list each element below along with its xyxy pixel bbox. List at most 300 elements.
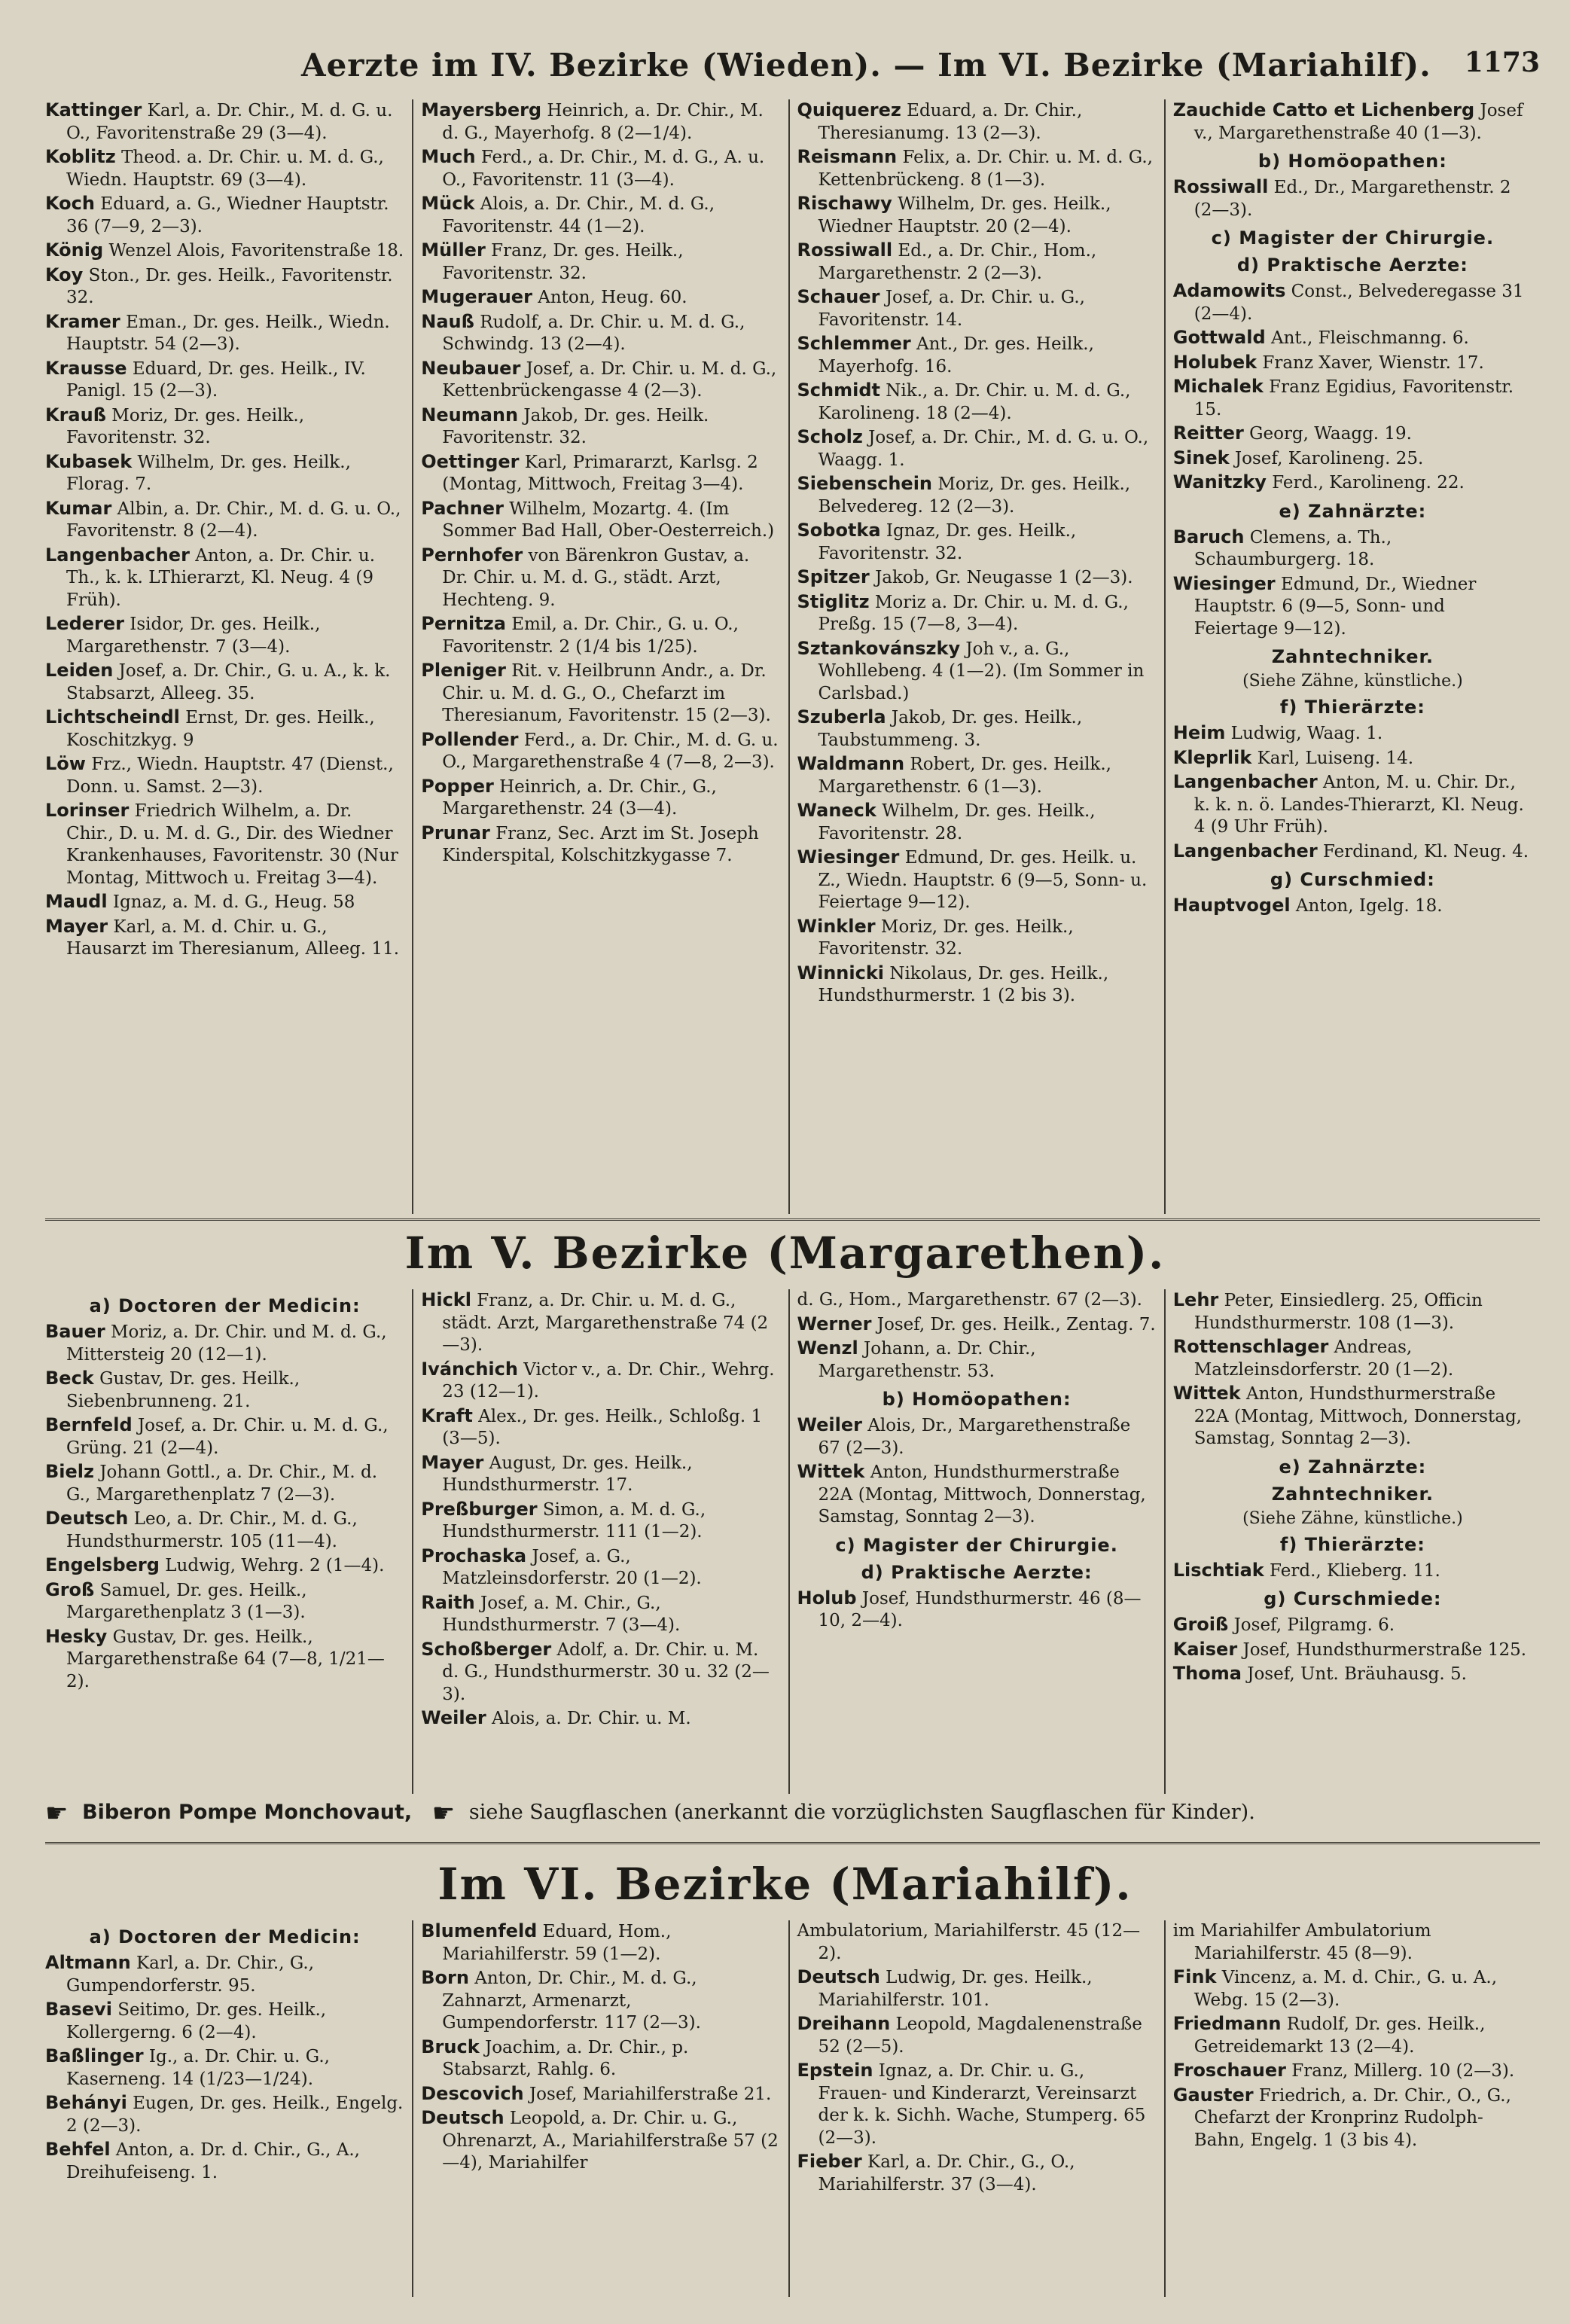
directory-entry bbox=[421, 2036, 780, 2082]
entry-details: Andreas, Matzleinsdorferstr. 20 (1—2). bbox=[1194, 1337, 1454, 1380]
pointing-hand-icon: ☛ bbox=[45, 1798, 69, 1828]
entry-name: Popper bbox=[421, 775, 494, 797]
directory-entry bbox=[421, 146, 780, 191]
directory-entry bbox=[421, 1639, 780, 1706]
directory-entry bbox=[1173, 99, 1532, 145]
directory-entry bbox=[1173, 471, 1532, 495]
entry-details: Georg, Waagg. 19. bbox=[1249, 424, 1412, 444]
entry-name: Lischtiak bbox=[1172, 1559, 1264, 1581]
entry-details: Ferd., Klieberg. 11. bbox=[1270, 1560, 1440, 1581]
entry-details: Moriz, Dr. ges. Heilk., Favoritenstr. 32. bbox=[818, 916, 1074, 959]
entry-details: Karl, a. Dr. Chir., G., Gumpendorferstr. 95. bbox=[66, 1953, 315, 1996]
entry-details: Johann Gottl., a. Dr. Chir., M. d. G., Margarethenplatz 7 (2—3). bbox=[66, 1462, 378, 1505]
directory-entry bbox=[421, 1405, 780, 1450]
district-v-column bbox=[1164, 1289, 1540, 1794]
entry-details: Johann, a. Dr. Chir., Margarethenstr. 53. bbox=[818, 1339, 1036, 1381]
directory-entry bbox=[797, 916, 1157, 961]
entry-name: Behfel bbox=[45, 2139, 111, 2160]
entry-details: Josef, a. M. Chir., G., Hundsthurmerstr. 7 (3—4). bbox=[442, 1593, 681, 1635]
entry-details: Karl, a. Dr. Chir., M. d. G. u. O., Favoritenstraße 29 (3—4). bbox=[66, 101, 393, 143]
entry-details: Anton, Hundsthurmerstraße 22A (Montag, Mittwoch, Donnerstag, Samstag, Sonntag 2—3). bbox=[1194, 1384, 1522, 1448]
entry-details: Jakob, Dr. ges. Heilk. Favoritenstr. 32. bbox=[442, 405, 709, 447]
entry-name: Reismann bbox=[797, 146, 898, 167]
entry-details: Robert, Dr. ges. Heilk., Margarethenstr. 6 (1—3). bbox=[818, 755, 1111, 797]
directory-entry bbox=[797, 800, 1157, 845]
entry-details: im Mariahilfer Ambulatorium Mariahilferstr. 45 (8—9). bbox=[1172, 1921, 1431, 1963]
directory-entry bbox=[797, 2151, 1157, 2196]
subsection-heading: a) Doctoren der Medicin: bbox=[89, 1295, 361, 1316]
directory-entry bbox=[421, 1545, 780, 1591]
directory-entry bbox=[421, 2107, 780, 2175]
entry-details: Edmund, Dr. ges. Heilk. u. Z., Wiedn. Hauptstr. 6 (9—5, Sonn- u. Feiertage 9—12). bbox=[818, 848, 1148, 912]
entry-details: Ignaz, Dr. ges. Heilk., Favoritenstr. 32. bbox=[818, 521, 1077, 563]
entry-name: Raith bbox=[421, 1591, 475, 1613]
district-iv-column bbox=[45, 99, 412, 1214]
entry-details: Eduard, Dr. ges. Heilk., IV. Panigl. 15 (2—3). bbox=[66, 358, 366, 401]
directory-entry bbox=[45, 239, 404, 263]
directory-entry bbox=[797, 2013, 1157, 2058]
directory-entry bbox=[45, 99, 404, 145]
directory-entry bbox=[1173, 176, 1532, 221]
directory-entry bbox=[45, 544, 404, 612]
page-header bbox=[45, 47, 1540, 89]
entry-details: Rit. v. Heilbrunn Andr., a. Dr. Chir. u. M. d. G., O., Chefarzt im Theresianum, Favoritenstr. 15 (2—3). bbox=[442, 661, 771, 725]
directory-entry bbox=[421, 1920, 780, 1966]
directory-entry bbox=[1173, 327, 1532, 350]
entry-name: Reitter bbox=[1172, 422, 1244, 444]
directory-entry bbox=[797, 1966, 1157, 2011]
entry-details: Franz, a. Dr. Chir. u. M. d. G., städt. Arzt, Margarethenstraße 74 (2—3). bbox=[442, 1291, 769, 1355]
entry-name: Bielz bbox=[45, 1461, 94, 1482]
directory-entry bbox=[421, 1452, 780, 1497]
pointing-hand-icon: ☛ bbox=[431, 1798, 456, 1828]
directory-entry bbox=[421, 613, 780, 658]
entry-details: Samuel, Dr. ges. Heilk., Margarethenplatz 3 (1—3). bbox=[66, 1580, 307, 1622]
entry-details: Ed., a. Dr. Chir., Hom., Margarethenstr. 2 (2—3). bbox=[818, 241, 1097, 283]
directory-entry bbox=[45, 800, 404, 889]
entry-name: Sztankovánszky bbox=[797, 637, 961, 659]
directory-entry bbox=[797, 846, 1157, 914]
entry-name: Kleprlik bbox=[1172, 746, 1252, 768]
entry-name: Rischawy bbox=[797, 193, 892, 214]
entry-name: Engelsberg bbox=[45, 1554, 160, 1575]
entry-name: Fink bbox=[1172, 1966, 1217, 1987]
entry-name: Schmidt bbox=[797, 380, 880, 401]
directory-entry bbox=[797, 99, 1157, 145]
entry-name: Schauer bbox=[797, 286, 880, 307]
entry-name: Basevi bbox=[45, 1999, 112, 2020]
entry-name: König bbox=[45, 239, 104, 261]
directory-entry bbox=[797, 239, 1157, 285]
running-head: Aerzte im IV. Bezirke (Wieden). — Im VI. Bezirke (Mariahilf). bbox=[301, 47, 1431, 84]
entry-name: Pleniger bbox=[421, 660, 506, 681]
directory-entry bbox=[421, 2083, 780, 2106]
directory-entry bbox=[797, 380, 1157, 425]
entry-details: Vincenz, a. M. d. Chir., G. u. A., Webg. 15 (2—3). bbox=[1194, 1968, 1498, 2010]
directory-entry bbox=[797, 1461, 1157, 1529]
ad-text: siehe Saugflaschen (anerkannt die vorzüglichsten Saugflaschen für Kinder). bbox=[468, 1801, 1255, 1824]
entry-details: Josef, Hundsthurmerstr. 46 (8—10, 2—4). bbox=[818, 1588, 1142, 1630]
directory-entry bbox=[421, 544, 780, 612]
district-vi-listing bbox=[45, 1920, 1540, 2297]
entry-details: Joachim, a. Dr. Chir., p. Stabsarzt, Rahlg. 6. bbox=[442, 2037, 689, 2079]
entry-details: Franz, Dr. ges. Heilk., Favoritenstr. 32. bbox=[442, 241, 684, 283]
entry-name: Stiglitz bbox=[797, 590, 870, 612]
directory-entry bbox=[1173, 2013, 1532, 2058]
directory-entry bbox=[797, 591, 1157, 636]
entry-details: Alex., Dr. ges. Heilk., Schloßg. 1 (3—5). bbox=[442, 1406, 763, 1448]
cross-reference-note: (Siehe Zähne, künstliche.) bbox=[1242, 1508, 1463, 1528]
directory-entry bbox=[1173, 747, 1532, 770]
entry-details: Heinrich, a. Dr. Chir., M. d. G., Mayerhofg. 8 (2—1/4). bbox=[442, 101, 764, 143]
entry-name: Kramer bbox=[45, 310, 120, 332]
entry-details: Anton, Igelg. 18. bbox=[1295, 896, 1443, 916]
entry-name: Wenzl bbox=[797, 1337, 858, 1359]
entry-details: Ludwig, Waag. 1. bbox=[1230, 724, 1383, 743]
entry-name: Wanitzky bbox=[1172, 471, 1267, 493]
directory-entry bbox=[45, 498, 404, 543]
entry-name: Waneck bbox=[797, 800, 876, 821]
subsection-heading: b) Homöopathen: bbox=[1258, 151, 1447, 172]
entry-name: Baruch bbox=[1172, 526, 1245, 547]
entry-details: Josef, a. Dr. Chir., G. u. A., k. k. Stabsarzt, Alleeg. 35. bbox=[66, 661, 391, 703]
directory-entry bbox=[421, 822, 780, 868]
entry-details: Franz Xaver, Wienstr. 17. bbox=[1262, 352, 1484, 373]
directory-entry bbox=[421, 1592, 780, 1637]
directory-entry bbox=[45, 891, 404, 914]
entry-name: Szuberla bbox=[797, 706, 886, 727]
entry-details: Eman., Dr. ges. Heilk., Wiedn. Hauptstr. 54 (2—3). bbox=[66, 312, 390, 354]
subsection-heading: f) Thierärzte: bbox=[1279, 697, 1425, 718]
entry-details: Alois, a. Dr. Chir. u. M. bbox=[492, 1709, 691, 1728]
directory-entry bbox=[797, 1414, 1157, 1459]
entry-details: Victor v., a. Dr. Chir., Wehrg. 23 (12—1). bbox=[442, 1359, 775, 1401]
directory-entry bbox=[45, 753, 404, 798]
directory-entry bbox=[45, 1461, 404, 1506]
entry-name: Kumar bbox=[45, 497, 112, 519]
entry-details: Jakob, Gr. Neugasse 1 (2—3). bbox=[875, 568, 1133, 587]
directory-entry bbox=[421, 1359, 780, 1404]
directory-entry bbox=[45, 1321, 404, 1366]
directory-entry bbox=[797, 1587, 1157, 1633]
entry-name: Pollender bbox=[421, 728, 519, 750]
subsection-heading: b) Homöopathen: bbox=[882, 1389, 1072, 1410]
entry-details: Anton, M. u. Chir. Dr., k. k. n. ö. Landes-Thierarzt, Kl. Neug. 4 (9 Uhr Früh). bbox=[1194, 773, 1524, 837]
directory-entry bbox=[45, 613, 404, 658]
entry-name: Oettinger bbox=[421, 450, 520, 472]
directory-entry bbox=[45, 1579, 404, 1624]
entry-name: Beck bbox=[45, 1368, 94, 1389]
entry-name: Hesky bbox=[45, 1625, 108, 1647]
entry-details: Wilhelm, Mozartg. 4. (Im Sommer Bad Hall, Ober-Oesterreich.) bbox=[442, 499, 775, 541]
entry-details: Const., Belvederegasse 31 (2—4). bbox=[1194, 282, 1524, 324]
entry-details: Ig., a. Dr. Chir. u. G., Kaserneng. 14 (1/23—1/24). bbox=[66, 2047, 330, 2089]
entry-details: Ferdinand, Kl. Neug. 4. bbox=[1322, 841, 1529, 862]
entry-details: Ant., Fleischmanng. 6. bbox=[1270, 328, 1469, 348]
entry-details: Leo, a. Dr. Chir., M. d. G., Hundsthurmerstr. 105 (11—4). bbox=[66, 1509, 358, 1551]
directory-entry bbox=[1173, 895, 1532, 918]
entry-name: Krauß bbox=[45, 404, 106, 425]
directory-entry bbox=[421, 358, 780, 403]
entry-name: Deutsch bbox=[421, 2107, 505, 2128]
entry-name: Wiesinger bbox=[797, 846, 900, 868]
entry-details: Theod. a. Dr. Chir. u. M. d. G., Wiedn. Hauptstr. 69 (3—4). bbox=[66, 148, 384, 190]
entry-name: Langenbacher bbox=[1172, 771, 1318, 792]
entry-name: Langenbacher bbox=[1172, 840, 1318, 862]
entry-details: Wilhelm, Dr. ges. Heilk., Florag. 7. bbox=[66, 452, 351, 494]
entry-name: Ivánchich bbox=[421, 1358, 518, 1380]
entry-name: Mayersberg bbox=[421, 99, 542, 120]
entry-name: Epstein bbox=[797, 2060, 873, 2081]
subsection-heading: c) Magister der Chirurgie. bbox=[835, 1534, 1118, 1556]
entry-name: Hauptvogel bbox=[1172, 895, 1291, 916]
district-v-column bbox=[788, 1289, 1164, 1794]
entry-name: Holubek bbox=[1172, 351, 1258, 373]
advertisement-line bbox=[45, 1798, 1540, 1828]
entry-details: Josef, Karolineng. 25. bbox=[1234, 448, 1424, 468]
entry-details: Ferd., a. Dr. Chir., M. d. G. u. O., Margarethenstraße 4 (7—8, 2—3). bbox=[442, 730, 779, 772]
directory-entry bbox=[797, 2060, 1157, 2149]
entry-name: Sinek bbox=[1172, 447, 1230, 468]
entry-details: Edmund, Dr., Wiedner Hauptstr. 6 (9—5, Sonn- und Feiertage 9—12). bbox=[1194, 574, 1477, 639]
directory-entry bbox=[1173, 1639, 1532, 1662]
directory-entry bbox=[797, 193, 1157, 238]
subsection-heading: Zahntechniker. bbox=[1271, 646, 1434, 667]
directory-entry bbox=[1173, 2085, 1532, 2152]
entry-details: Nik., a. Dr. Chir. u. M. d. G., Karolineng. 18 (2—4). bbox=[818, 381, 1131, 423]
directory-entry bbox=[797, 520, 1157, 565]
district-vi-column bbox=[788, 1920, 1164, 2297]
entry-name: Koy bbox=[45, 264, 84, 285]
directory-entry bbox=[797, 962, 1157, 1008]
entry-details: Moriz, Dr. ges. Heilk., Favoritenstr. 32. bbox=[66, 405, 305, 447]
entry-details: Wilhelm, Dr. ges. Heilk., Favoritenstr. 28. bbox=[818, 801, 1096, 843]
entry-details: August, Dr. ges. Heilk., Hundsthurmerstr. 17. bbox=[442, 1453, 693, 1495]
entry-details: Franz Egidius, Favoritenstr. 15. bbox=[1194, 377, 1514, 419]
entry-name: Kubasek bbox=[45, 450, 133, 472]
directory-entry bbox=[421, 1967, 780, 2035]
directory-entry bbox=[797, 333, 1157, 378]
entry-name: Holub bbox=[797, 1587, 857, 1609]
entry-details: Nikolaus, Dr. ges. Heilk., Hundsthurmerstr. 1 (2 bis 3). bbox=[818, 963, 1109, 1005]
entry-details: Josef, a. Dr. Chir., M. d. G. u. O., Waagg. 1. bbox=[818, 428, 1149, 470]
entry-details: Ignaz, a. M. d. G., Heug. 58 bbox=[112, 892, 355, 912]
directory-entry bbox=[45, 660, 404, 705]
entry-name: Lichtscheindl bbox=[45, 706, 180, 727]
directory-entry bbox=[797, 473, 1157, 518]
subsection-heading: c) Magister der Chirurgie. bbox=[1211, 227, 1495, 249]
entry-details: Anton, Heug. 60. bbox=[538, 288, 687, 307]
entry-details: Rudolf, a. Dr. Chir. u. M. d. G., Schwindg. 13 (2—4). bbox=[442, 312, 745, 354]
entry-name: Weiler bbox=[421, 1707, 486, 1728]
entry-name: Langenbacher bbox=[45, 544, 190, 566]
subsection-heading: f) Thierärzte: bbox=[1279, 1533, 1425, 1555]
directory-entry bbox=[421, 239, 780, 285]
entry-details: Frz., Wiedn. Hauptstr. 47 (Dienst., Donn. u. Samst. 2—3). bbox=[66, 755, 394, 797]
entry-name: Hickl bbox=[421, 1289, 471, 1310]
entry-details: Josef, Mariahilferstraße 21. bbox=[529, 2084, 772, 2104]
entry-name: Rossiwall bbox=[797, 239, 893, 261]
entry-details: Leopold, a. Dr. Chir. u. G., Ohrenarzt, A., Mariahilferstraße 57 (2—4), Mariahilfer bbox=[442, 2109, 779, 2173]
entry-details: Isidor, Dr. ges. Heilk., Margarethenstr. 7 (3—4). bbox=[66, 615, 321, 657]
directory-entry bbox=[421, 776, 780, 821]
directory-entry bbox=[421, 660, 780, 727]
directory-entry bbox=[45, 2139, 404, 2184]
entry-details: Leopold, Magdalenenstraße 52 (2—5). bbox=[818, 2014, 1142, 2057]
directory-entry bbox=[421, 99, 780, 145]
entry-details: Karl, a. M. d. Chir. u. G., Hausarzt im Theresianum, Alleeg. 11. bbox=[66, 916, 400, 959]
directory-entry bbox=[421, 193, 780, 238]
district-vi-column bbox=[45, 1920, 412, 2297]
district-iv-listing bbox=[45, 99, 1540, 1214]
directory-entry bbox=[1173, 526, 1532, 572]
entry-name: Siebenschein bbox=[797, 473, 933, 494]
entry-name: Neumann bbox=[421, 404, 519, 425]
entry-details: Josef v., Margarethenstraße 40 (1—3). bbox=[1194, 101, 1523, 143]
district-v-column bbox=[412, 1289, 788, 1794]
entry-details: Friedrich, a. Dr. Chir., O., G., Chefarzt der Kronprinz Rudolph-Bahn, Engelg. 1 (3 bis 4). bbox=[1194, 2085, 1511, 2150]
entry-name: Wittek bbox=[1172, 1383, 1241, 1404]
directory-entry bbox=[45, 1626, 404, 1694]
directory-entry bbox=[45, 1554, 404, 1578]
entry-name: Thoma bbox=[1172, 1663, 1242, 1684]
entry-details: Anton, Hundsthurmerstraße 22A (Montag, Mittwoch, Donnerstag, Samstag, Sonntag 2—3). bbox=[818, 1462, 1146, 1526]
entry-details: Ignaz, a. Dr. Chir. u. G., Frauen- und Kinderarzt, Vereinsarzt der k. k. Sichh. Wache, Stumperg. 65 (2—3). bbox=[818, 2061, 1146, 2148]
entry-details: Ambulatorium, Mariahilferstr. 45 (12—2). bbox=[797, 1921, 1141, 1963]
directory-entry bbox=[45, 264, 404, 310]
entry-name: Preßburger bbox=[421, 1498, 538, 1520]
entry-details: Rudolf, Dr. ges. Heilk., Getreidemarkt 13 (2—4). bbox=[1194, 2014, 1486, 2057]
entry-details: d. G., Hom., Margarethenstr. 67 (2—3). bbox=[797, 1290, 1142, 1310]
entry-name: Wittek bbox=[797, 1461, 865, 1482]
district-iv-column bbox=[412, 99, 788, 1214]
directory-entry bbox=[45, 1368, 404, 1413]
directory-entry bbox=[797, 706, 1157, 752]
entry-details: Anton, a. Dr. Chir. u. Th., k. k. LThierarzt, Kl. Neug. 4 (9 Früh). bbox=[66, 545, 376, 610]
entry-name: Wiesinger bbox=[1172, 572, 1276, 594]
subsection-heading: a) Doctoren der Medicin: bbox=[89, 1926, 361, 1947]
entry-name: Kattinger bbox=[45, 99, 142, 120]
entry-name: Winnicki bbox=[797, 962, 885, 984]
entry-details: Moriz a. Dr. Chir. u. M. d. G., Preßg. 15 (7—8, 3—4). bbox=[818, 592, 1129, 634]
entry-details: Moriz, Dr. ges. Heilk., Belvedereg. 12 (2—3). bbox=[818, 474, 1131, 517]
entry-name: Dreihann bbox=[797, 2013, 891, 2034]
entry-name: Born bbox=[421, 1967, 469, 1988]
directory-entry bbox=[421, 1499, 780, 1544]
subsection-heading: g) Curschmied: bbox=[1270, 869, 1435, 890]
district-v-title: Im V. Bezirke (Margarethen). bbox=[404, 1228, 1166, 1279]
directory-entry bbox=[1173, 573, 1532, 641]
subsection-heading: g) Curschmiede: bbox=[1264, 1588, 1442, 1609]
entry-name: Groß bbox=[45, 1578, 95, 1600]
entry-name: Kraft bbox=[421, 1404, 473, 1426]
entry-details: Gustav, Dr. ges. Heilk., Siebenbrunneng. 21. bbox=[66, 1369, 300, 1411]
subsection-heading: d) Praktische Aerzte: bbox=[1236, 255, 1468, 276]
entry-details: Peter, Einsiedlerg. 25, Officin Hundsthurmerstr. 108 (1—3). bbox=[1194, 1291, 1483, 1333]
entry-details: Alois, Dr., Margarethenstraße 67 (2—3). bbox=[818, 1416, 1131, 1458]
directory-entry bbox=[45, 311, 404, 356]
directory-entry bbox=[797, 1920, 1157, 1965]
entry-name: Koblitz bbox=[45, 146, 116, 167]
entry-name: Bernfeld bbox=[45, 1414, 133, 1435]
entry-details: Adolf, a. Dr. Chir. u. M. d. G., Hundsthurmerstr. 30 u. 32 (2—3). bbox=[442, 1639, 770, 1704]
entry-details: Jakob, Dr. ges. Heilk., Taubstummeng. 3. bbox=[818, 708, 1083, 750]
directory-entry bbox=[1173, 2060, 1532, 2083]
directory-entry bbox=[1173, 1920, 1532, 1965]
directory-entry bbox=[1173, 1336, 1532, 1381]
directory-entry bbox=[45, 451, 404, 496]
entry-details: Josef, Dr. ges. Heilk., Zentag. 7. bbox=[876, 1314, 1156, 1334]
entry-name: Maudl bbox=[45, 891, 108, 912]
directory-entry bbox=[45, 706, 404, 752]
directory-entry bbox=[1173, 1614, 1532, 1637]
directory-entry bbox=[797, 1337, 1157, 1383]
entry-details: Josef, a. Dr. Chir. u. G., Favoritenstr. 14. bbox=[818, 288, 1085, 330]
directory-entry bbox=[45, 1414, 404, 1459]
entry-name: Friedmann bbox=[1172, 2013, 1282, 2034]
entry-details: Wenzel Alois, Favoritenstraße 18. bbox=[108, 241, 404, 261]
entry-name: Blumenfeld bbox=[421, 1920, 538, 1941]
directory-entry bbox=[1173, 771, 1532, 839]
page-number: 1173 bbox=[1464, 47, 1540, 78]
entry-details: Ferd., Karolineng. 22. bbox=[1272, 473, 1465, 493]
entry-details: von Bärenkron Gustav, a. Dr. Chir. u. M. d. G., städt. Arzt, Hechteng. 9. bbox=[442, 545, 750, 610]
directory-entry bbox=[1173, 840, 1532, 864]
entry-name: Scholz bbox=[797, 426, 863, 447]
entry-name: Spitzer bbox=[797, 566, 870, 587]
entry-name: Mayer bbox=[45, 915, 108, 937]
ad-product-name: Biberon Pompe Monchovaut, bbox=[82, 1801, 413, 1824]
directory-entry bbox=[797, 1289, 1157, 1312]
entry-details: Ant., Dr. ges. Heilk., Mayerhofg. 16. bbox=[818, 334, 1094, 377]
entry-name: Groiß bbox=[1172, 1614, 1229, 1635]
entry-name: Adamowits bbox=[1172, 280, 1286, 301]
directory-entry bbox=[45, 193, 404, 238]
entry-details: Josef, a. Dr. Chir. u. M. d. G., Grüng. 21 (2—4). bbox=[66, 1416, 389, 1458]
directory-entry bbox=[421, 729, 780, 774]
directory-entry bbox=[1173, 722, 1532, 746]
directory-entry bbox=[45, 2092, 404, 2137]
entry-name: Koch bbox=[45, 193, 95, 214]
entry-details: Alois, a. Dr. Chir., M. d. G., Favoritenstr. 44 (1—2). bbox=[442, 194, 715, 236]
directory-entry bbox=[797, 566, 1157, 590]
entry-name: Rossiwall bbox=[1172, 176, 1269, 197]
directory-entry bbox=[1173, 1383, 1532, 1450]
entry-details: Josef, Pilgramg. 6. bbox=[1233, 1615, 1395, 1635]
entry-name: Leiden bbox=[45, 660, 114, 681]
district-iv-column bbox=[1164, 99, 1540, 1214]
entry-name: Lederer bbox=[45, 613, 124, 634]
entry-name: Bruck bbox=[421, 2036, 480, 2057]
entry-details: Felix, a. Dr. Chir. u. M. d. G., Kettenbrückeng. 8 (1—3). bbox=[818, 148, 1153, 190]
entry-name: Altmann bbox=[45, 1952, 131, 1973]
entry-name: Prochaska bbox=[421, 1545, 527, 1566]
entry-details: Wilhelm, Dr. ges. Heilk., Wiedner Hauptstr. 20 (2—4). bbox=[818, 194, 1111, 236]
entry-details: Emil, a. Dr. Chir., G. u. O., Favoritenstr. 2 (1/4 bis 1/25). bbox=[442, 615, 739, 657]
district-iv-column bbox=[788, 99, 1164, 1214]
subsection-heading: e) Zahnärzte: bbox=[1279, 1456, 1427, 1478]
entry-details: Friedrich Wilhelm, a. Dr. Chir., D. u. M. d. G., Dir. des Wiedner Krankenhauses, Favoritenstr. 30 (Nur Montag, Mittwoch u. Freitag 3—4). bbox=[66, 801, 398, 888]
entry-name: Gottwald bbox=[1172, 327, 1266, 348]
directory-entry bbox=[421, 1289, 780, 1357]
subsection-heading: Zahntechniker. bbox=[1271, 1483, 1434, 1505]
directory-entry bbox=[45, 2045, 404, 2091]
entry-name: Weiler bbox=[797, 1414, 862, 1435]
directory-entry bbox=[45, 1508, 404, 1553]
directory-entry bbox=[797, 1313, 1157, 1337]
entry-details: Seitimo, Dr. ges. Heilk., Kollergerng. 6 (2—4). bbox=[66, 2000, 327, 2042]
entry-name: Krausse bbox=[45, 357, 127, 379]
